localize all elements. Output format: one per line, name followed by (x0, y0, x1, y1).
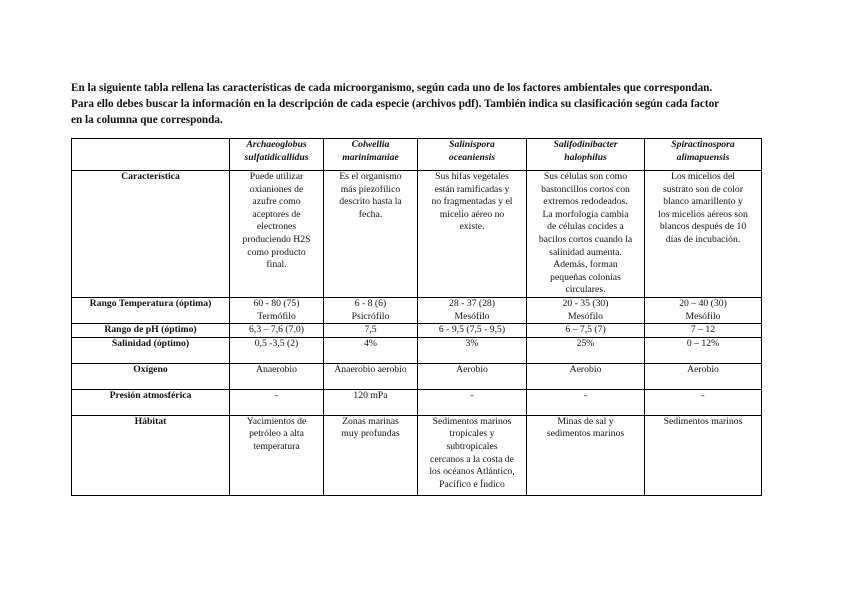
microorganism-table (71, 138, 762, 496)
table-cell (230, 298, 324, 324)
cell-text-line: Sedimentos marinos (432, 415, 512, 427)
cell-text-line: 3% (465, 337, 479, 349)
table-cell (527, 337, 645, 363)
table-row (72, 363, 762, 389)
table-cell (418, 298, 527, 324)
instructions-line: en la columna que corresponda. (71, 114, 223, 126)
cell-text-line: Anaerobio aerobio (334, 363, 407, 375)
cell-text-line: aceptores de (252, 208, 301, 220)
header-species-cell: Colwellia marinimaniae (324, 139, 418, 171)
cell-text-line: los micelios aéreos son (658, 208, 748, 220)
table-cell (230, 171, 324, 298)
row-label-cell: Característica (72, 171, 230, 298)
table-cell (418, 415, 527, 495)
table-cell (527, 324, 645, 338)
cell-text-line: Psicrófilo (351, 310, 390, 322)
cell-text-line: 120 mPa (353, 389, 388, 401)
cell-text-line: no fragmentadas y el (431, 196, 513, 208)
table-cell (418, 389, 527, 415)
header-species-cell: Spiractinospora alimapuensis (645, 139, 762, 171)
row-label-cell: Rango de pH (óptimo) (72, 324, 230, 338)
table-cell (645, 324, 762, 338)
table-header-row (72, 139, 762, 171)
table-cell (230, 324, 324, 338)
cell-text-line: La morfología cambia (542, 208, 629, 220)
cell-text-line: electrones (256, 221, 297, 233)
cell-text-line: petróleo a alta (249, 428, 304, 440)
table-cell (418, 171, 527, 298)
table-row (72, 389, 762, 415)
cell-text-line: descrito hasta la (339, 196, 402, 208)
instructions-line: En la siguiente tabla rellena las características de cada microorganismo, según cada uno de los factores ambientales que correspondan. (71, 82, 713, 94)
table-cell (230, 389, 324, 415)
header-species-cell: Archaeoglobus sulfatidicallidus (230, 139, 324, 171)
cell-text-line: existe. (459, 221, 485, 233)
table-cell (324, 415, 418, 495)
cell-text-line: sustrato son de color (663, 183, 743, 195)
table-row (72, 324, 762, 338)
cell-text-line: Zonas marinas (342, 415, 399, 427)
cell-text-line: - (470, 389, 474, 401)
cell-text-line: salinidad aumenta. (549, 246, 622, 258)
cell-text-line: 0 – 12% (686, 337, 720, 349)
table-cell (230, 363, 324, 389)
header-species-cell: Salifodinibacter halophilus (527, 139, 645, 171)
cell-text-line: Anaerobio (256, 363, 297, 375)
cell-text-line: 6 – 7,5 (7) (565, 324, 606, 336)
cell-text-line: bastoncillos cortos con (541, 183, 630, 195)
row-label-cell: Salinidad (óptimo) (72, 337, 230, 363)
row-label-cell: Hábitat (72, 415, 230, 495)
table-cell (645, 171, 762, 298)
cell-text-line: - (274, 389, 279, 401)
table-cell (418, 363, 527, 389)
cell-text-line: 7 – 12 (690, 324, 716, 336)
table-cell (645, 337, 762, 363)
row-label-cell: Presión atmosférica (72, 389, 230, 415)
table-cell (527, 415, 645, 495)
cell-text-line: Aerobio (569, 363, 602, 375)
cell-text-line: - (701, 389, 705, 401)
header-species-cell: Salinispora oceaniensis (418, 139, 527, 171)
cell-text-line: 6,3 – 7,6 (7,0) (249, 324, 304, 336)
table-cell (645, 298, 762, 324)
header-empty-cell (72, 139, 230, 171)
cell-text-line: 0,5 -3,5 (2) (254, 337, 299, 349)
instructions-line: Para ello debes buscar la información en la descripción de cada especie (archivos pdf). También indica su clasificación según cada factor (71, 98, 720, 110)
cell-text-line: más piezofílico (340, 183, 401, 195)
cell-text-line: 20 - 35 (30) (562, 298, 609, 309)
table-cell (324, 324, 418, 338)
table-cell (230, 337, 324, 363)
cell-text-line: Es el organismo (339, 171, 402, 182)
cell-text-line: Aerobio (687, 363, 719, 375)
cell-text-line: de células cocides a (547, 221, 624, 233)
cell-text-line: Sus células son como (543, 171, 628, 182)
table-cell (645, 363, 762, 389)
cell-text-line: cercanos a la costa de (430, 453, 514, 465)
table-cell (527, 298, 645, 324)
cell-text-line: final. (266, 259, 287, 271)
cell-text-line: 7,5 (364, 324, 377, 336)
cell-text-line: blancos después de 10 (659, 221, 747, 233)
table-cell (324, 171, 418, 298)
cell-text-line: Los micelios del (670, 171, 736, 182)
cell-text-line: Mesófilo (685, 310, 721, 322)
table-cell (324, 337, 418, 363)
cell-text-line: circulares. (565, 284, 606, 296)
cell-text-line: 6 - 9,5 (7,5 - 9,5) (438, 324, 506, 336)
table-row (72, 298, 762, 324)
cell-text-line: días de incubación. (665, 233, 741, 245)
table-row (72, 337, 762, 363)
cell-text-line: oxianiones de (249, 183, 304, 195)
cell-text-line: - (583, 389, 588, 401)
cell-text-line: 6 - 8 (6) (354, 298, 387, 309)
table-cell (527, 389, 645, 415)
table-cell (324, 363, 418, 389)
table-cell (527, 363, 645, 389)
cell-text-line: Yacimientos de (246, 415, 307, 427)
cell-text-line: Pacífico e Índico (439, 478, 505, 490)
table-row (72, 171, 762, 298)
cell-text-line: 25% (576, 337, 595, 349)
table-row (72, 415, 762, 495)
instructions-paragraph (71, 80, 776, 128)
cell-text-line: fecha. (358, 208, 383, 220)
cell-text-line: Sus hifas vegetales (435, 171, 509, 182)
cell-text-line: Aerobio (456, 363, 488, 375)
table-cell (418, 324, 527, 338)
cell-text-line: blanco amarillento y (663, 196, 743, 208)
cell-text-line: 20 – 40 (30) (679, 298, 727, 309)
cell-text-line: los océanos Atlántico, (429, 466, 515, 478)
cell-text-line: subtropicales (446, 440, 498, 452)
cell-text-line: 60 - 80 (75) (253, 298, 300, 309)
row-label-cell: Rango Temperatura (óptima) (72, 298, 230, 324)
table-cell (527, 171, 645, 298)
table-cell (645, 389, 762, 415)
cell-text-line: extremos redodeados. (543, 196, 628, 208)
table-cell (324, 389, 418, 415)
table-cell (418, 337, 527, 363)
cell-text-line: Además, forman (553, 259, 618, 271)
cell-text-line: Mesófilo (454, 310, 490, 322)
cell-text-line: como producto (247, 246, 306, 258)
row-label-cell: Oxígeno (72, 363, 230, 389)
cell-text-line: Mesófilo (568, 310, 603, 322)
cell-text-line: Minas de sal y (557, 415, 614, 427)
table-cell (645, 415, 762, 495)
cell-text-line: están ramificadas y (434, 183, 510, 195)
table-cell (230, 415, 324, 495)
cell-text-line: azufre como (252, 196, 301, 208)
cell-text-line: pequeñas colonias (550, 271, 621, 283)
cell-text-line: Termófilo (257, 310, 296, 322)
table-cell (324, 298, 418, 324)
cell-text-line: 28 - 37 (28) (448, 298, 495, 309)
cell-text-line: tropicales y (449, 428, 495, 440)
cell-text-line: muy profundas (341, 428, 400, 440)
cell-text-line: temperatura (253, 440, 300, 452)
cell-text-line: bacilos cortos cuando la (538, 233, 633, 245)
cell-text-line: Sedimentos marinos (663, 415, 743, 427)
cell-text-line: Puede utilizar (249, 171, 304, 182)
cell-text-line: produciendo H2S (242, 233, 311, 245)
cell-text-line: micelio aéreo no (439, 208, 505, 220)
cell-text-line: 4% (364, 337, 377, 349)
cell-text-line: sedimentos marinos (546, 428, 625, 440)
